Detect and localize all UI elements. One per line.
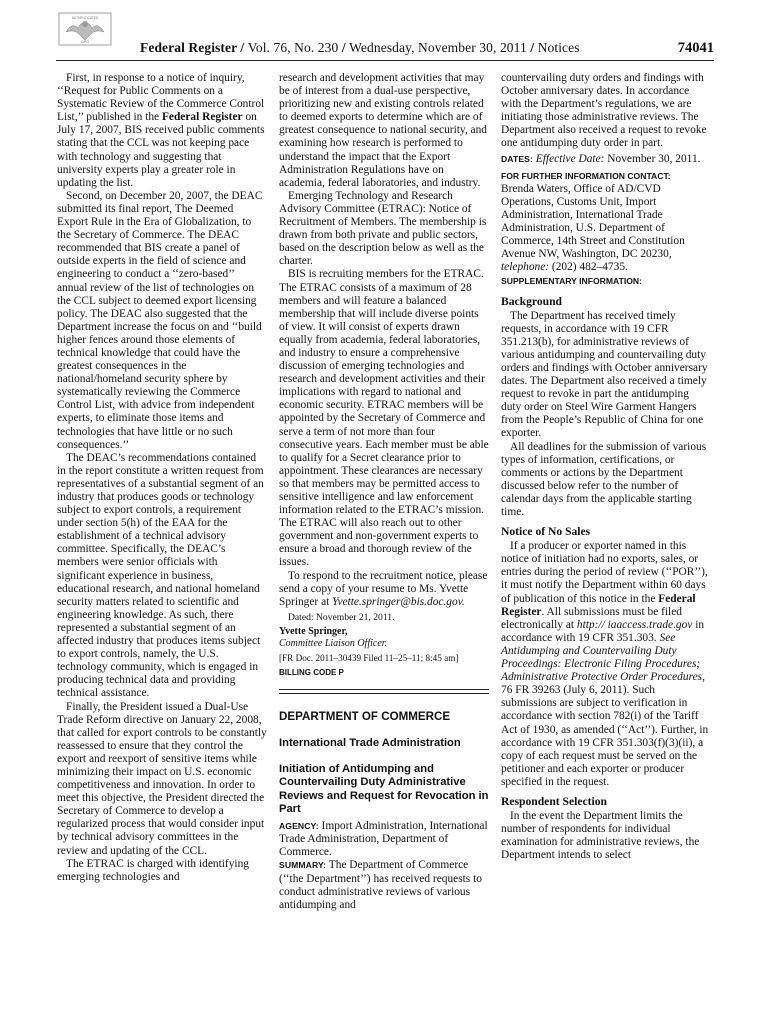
supplementary-label: SUPPLEMENTARY INFORMATION: xyxy=(501,276,642,287)
agency-label: AGENCY: xyxy=(279,821,319,832)
paragraph: countervailing duty orders and findings with October anniversary dates. In accordance with the Department’s regulations, we are initiating those administrative reviews. The Department also received a request to revoke one antidumping duty order in part. xyxy=(501,72,707,150)
column-3 xyxy=(501,72,711,862)
column-2 xyxy=(279,72,489,912)
paragraph xyxy=(279,570,489,609)
paragraph: All deadlines for the submission of various types of information, certifications, or comments or actions by the Department discussed below refer to the number of calendar days from the applicable starting time. xyxy=(501,440,707,518)
document-title: Initiation of Antidumping and Countervailing Duty Administrative Reviews and Request for Revocation in Part xyxy=(279,762,489,815)
page-number: 74041 xyxy=(677,40,714,56)
agency-heading: International Trade Administration xyxy=(279,736,461,749)
paragraph: The Department has received timely requests, in accordance with 19 CFR 351.213(b), for administrative reviews of various antidumping and countervailing duty orders and findings with October anniversary dates. The Department also received a timely request to revoke in part the antidumping duty order on Steel Wire Garment Hangers from the People’s Republic of China for one exporter. xyxy=(501,309,708,440)
text: Effective Date: xyxy=(532,152,605,165)
federal-register-ref: Federal Register xyxy=(161,111,243,124)
paragraph: Emerging Technology and Research Advisory Committee (ETRAC): Notice of Recruitment of Members. The membership is drawn from both private and public sectors, based on the description below as well as the charter. xyxy=(279,189,487,268)
contact-paragraph xyxy=(501,183,711,275)
text: November 30, 2011. xyxy=(604,152,701,165)
background-heading: Background xyxy=(501,294,562,308)
text: telephone: xyxy=(501,261,550,274)
billing-code: BILLING CODE P xyxy=(279,667,344,677)
paragraph: Second, on December 20, 2007, the DEAC submitted its final report, The Deemed Export Rule in the Era of Globalization, to the Secretary of Commerce. The DEAC recommended that BIS create a panel of outside experts in the field of science and engineering to conduct a ‘‘zero-based’’ annual review of the list of technologies on the CCL subject to deemed export licensing policy. The DEAC also suggested that the Department increase the focus on and ‘‘build higher fences around those elements of technical knowledge that could have the greatest consequences in the national/homeland security sphere by systematically reviewing the Commerce Control List, with advice from independent experts, to eliminate those items and technologies that have little or no such consequences.’’ xyxy=(57,189,263,451)
header-section: Notices xyxy=(537,40,580,55)
text: , 76 FR 39263 (July 6, 2011). Such submissions are subject to verification in accordance with section 782(i) of the Tariff Act of 1930, as amended (‘‘Act’’). Further, in accordance with 19 CFR 351.303(f)(3)(ii), a copy of each request must be served on the petitioner and each exporter or producer specified in the request. xyxy=(501,671,709,788)
column-1 xyxy=(57,72,267,884)
summary-paragraph xyxy=(279,859,489,911)
text: The Department of Commerce (‘‘the Department’’) has received requests to conduct administrative reviews of various antidumping and xyxy=(279,859,482,911)
paragraph: In the event the Department limits the number of respondents for individual examination for administrative reviews, the Department intends to select xyxy=(501,810,700,862)
paragraph xyxy=(57,72,267,190)
text: Brenda Waters, Office of AD/CVD Operations, Customs Unit, Import Administration, International Trade Administration, U.S. Department of Commerce, 14th Street and Constitution Avenue NW, Washington, DC 20230, xyxy=(501,182,685,261)
header-rule xyxy=(56,60,714,61)
svg-text:AUTHENTICATED: AUTHENTICATED xyxy=(71,16,99,20)
citation: See Antidumping and Countervailing Duty Proceedings: Electronic Filing Procedures; Administrative Protective Order Procedures xyxy=(501,631,703,684)
text: First, in response to a notice of inquiry, ‘‘Request for Public Comments on a Systematic Review of the Commerce Control List,’’ published in the xyxy=(57,72,265,124)
dated-line: Dated: November 21, 2011. xyxy=(288,611,395,623)
text: If a producer or exporter named in this notice of initiation had no exports, sales, or entries during the period of review (‘‘POR’’), it must notify the Department within 60 days of publication of this notice in the xyxy=(501,540,708,605)
header-volume: Vol. 76, No. 230 xyxy=(247,40,339,55)
header-citation: Federal Register / Vol. 76, No. 230 / Wednesday, November 30, 2011 / Notices xyxy=(140,40,580,55)
federal-register-ref: Federal Register xyxy=(501,592,696,618)
paragraph: BIS is recruiting members for the ETRAC. The ETRAC consists of a maximum of 28 members and will feature a balanced membership that will include diverse points of view. It will consist of experts drawn equally from academia, federal laboratories, and industry to ensure a comprehensive discussion of emerging technologies and research and development activities and their implications with regard to national and economic security. ETRAC members will be appointed by the Secretary of Commerce and serve a term of not more than four consecutive years. Each member must be able to qualify for a Secret clearance prior to appointment. These clearances are necessary so that members may be permitted access to sensitive intelligence and law enforcement information related to the ETRAC’s mission. The ETRAC will also reach out to other government and non-government experts to ensure a broad and thorough review of the issues. xyxy=(279,268,489,569)
paragraph: Finally, the President issued a Dual-Use Trade Reform directive on January 22, 2008, that called for export controls to be constantly reassessed to ensure that they control the export and reexport of sensitive items while minimizing their impact on U.S. economic competitiveness and innovation. In order to meet this objective, the President directed the Secretary of Commerce to develop a regularized process that would consider input by technical advisory committees in the review and updating of the CCL. xyxy=(57,700,267,857)
text: on July 17, 2007, BIS received public comments stating that the CCL was not keeping pace with technology and suggesting that university experts play a greater role in updating the list. xyxy=(57,111,265,189)
agency-paragraph xyxy=(279,820,489,859)
text: (202) 482–4735. xyxy=(549,261,628,274)
fr-doc-line: [FR Doc. 2011–30439 Filed 11–25–11; 8:45 am] xyxy=(279,652,459,663)
respondent-selection-heading: Respondent Selection xyxy=(501,794,607,808)
dates-label: DATES: xyxy=(501,153,533,164)
text: . All submissions must be filed electronically at xyxy=(501,605,682,631)
signer-name: Yvette Springer, xyxy=(279,625,348,637)
email-link[interactable]: Yvette.springer@bis.doc.gov. xyxy=(332,595,465,608)
section-divider xyxy=(279,689,489,690)
paragraph: The ETRAC is charged with identifying emerging technologies and xyxy=(57,857,249,883)
summary-label: SUMMARY: xyxy=(279,860,327,871)
paragraph: research and development activities that may be of interest from a dual-use perspective, prioritizing new and existing controls related to deemed exports to determine which are of greatest consequence to national security, and examining how research is performed to understand the impact that the Export Administration Regulations have on academia, federal laboratories, and industry. xyxy=(279,72,488,189)
header-date: Wednesday, November 30, 2011 xyxy=(349,40,527,55)
signer-title: Committee Liaison Officer. xyxy=(279,637,388,649)
no-sales-heading: Notice of No Sales xyxy=(501,525,591,539)
text: in accordance with 19 CFR 351.303. xyxy=(501,618,705,644)
paragraph: The DEAC’s recommendations contained in the report constitute a written request from representatives of a substantial segment of an industry that produces goods or technology subject to export controls, a requirement under section 5(h) of the EAA for the establishment of a technical advisory committee. Specifically, the DEAC’s members were senior officials with significant experience in business, educational research, and national homeland security matters related to scientific and engineering knowledge. As such, there represented a substantial segment of an affected industry that produces items subject to export controls, namely, the U.S. technology community, which is engaged in producing technical data and providing technical assistance. xyxy=(57,451,264,700)
header-title: Federal Register xyxy=(140,40,237,55)
dates-paragraph xyxy=(501,153,711,166)
section-divider xyxy=(279,693,489,694)
svg-text:GPO: GPO xyxy=(81,40,89,44)
iaaccess-link[interactable]: http:// iaaccess.trade.gov xyxy=(576,618,693,631)
running-header xyxy=(56,40,714,62)
text: To respond to the recruitment notice, please send a copy of your resume to Ms. Yvette Springer at xyxy=(279,569,488,608)
paragraph xyxy=(501,540,711,789)
department-heading: DEPARTMENT OF COMMERCE xyxy=(279,709,451,723)
text: Import Administration, International Trade Administration, Department of Commerce. xyxy=(279,820,488,859)
ffi-label: FOR FURTHER INFORMATION CONTACT: xyxy=(501,170,671,181)
